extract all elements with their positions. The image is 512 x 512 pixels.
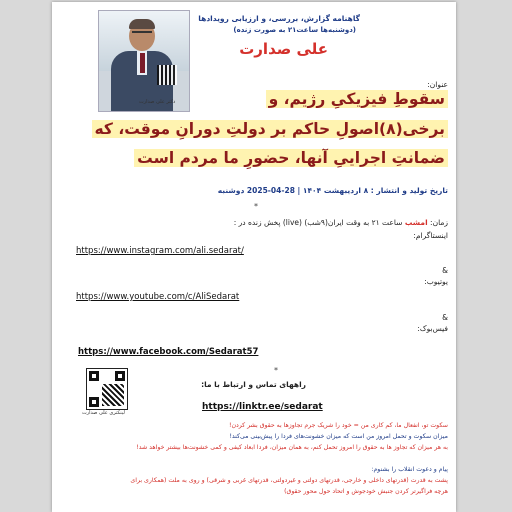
message-line-2: هرچه فراگیرتر کردن جنبش خودجوش و اتحاد حول محور حقوق) <box>284 488 448 495</box>
newsletter-name: گاهنامه گزارش، بررسی، و ارزیابی رویدادها <box>198 14 360 23</box>
broadcast-time: زمان: امشب ساعت ۲۱ به وقت ایران(۹شب) (live) پخش زنده در : <box>233 218 448 227</box>
facebook-label: فیس‌بوک: <box>417 324 448 333</box>
instagram-link[interactable]: https://www.instagram.com/ali.sedarat/ <box>76 246 244 256</box>
message-heading: پیام و دعوت انقلاب را بشنوم: <box>371 466 448 473</box>
qr-caption: لینکتری علی صدارت <box>82 410 125 416</box>
photo-qr-icon <box>157 65 177 85</box>
separator-star-icon: * <box>254 202 258 211</box>
youtube-label: یوتیوب: <box>424 277 448 286</box>
title-line-1: سقوطِ فیزیکیِ رژیم، و <box>266 90 448 108</box>
photo-caption: دکتر علی صدارت <box>139 99 176 105</box>
author-photo <box>98 10 190 112</box>
ampersand-2: & <box>442 313 448 322</box>
quote-line-2: میزان سکوت و تحمل امروز من است که میزان خشونت‌های فردا را پیش‌بینی می‌کند! <box>229 433 448 440</box>
linktree-link[interactable]: https://linktr.ee/sedarat <box>202 402 323 412</box>
facebook-link[interactable]: https://www.facebook.com/Sedarat57 <box>78 347 259 357</box>
quote-line-3: به هر میزان که تجاوز ها به حقوق را امروز تحمل کنم، به همان میزان، فردا ابعاد کیفی و کمی خشونت‌ها بیشتر خواهد شد! <box>136 444 448 451</box>
qr-code-icon[interactable] <box>86 368 128 410</box>
contact-star-icon: * <box>274 366 278 375</box>
publish-date: تاریخ تولید و انتشار : ۸ اردیبهشت ۱۴۰۴ | 28-04-2025 دوشنبه <box>217 186 448 195</box>
title-line-3: ضمانتِ اجراییِ آنها، حضورِ ما مردم است <box>134 149 448 167</box>
author-name: علی صدارت <box>239 40 328 58</box>
newsletter-schedule: (دوشنبه‌ها ساعت۲۱ به صورت زنده) <box>233 26 356 34</box>
title-label: عنوان: <box>427 80 448 89</box>
ampersand-1: & <box>442 266 448 275</box>
contact-label: راههای تماس و ارتباط با ما: <box>201 380 306 389</box>
document-page <box>52 2 456 512</box>
youtube-link[interactable]: https://www.youtube.com/c/AliSedarat <box>76 292 240 302</box>
instagram-label: اینستاگرام: <box>413 231 448 240</box>
title-line-2: برخی(۸)اصولِ حاکم بر دولتِ دورانِ موقت، که <box>92 120 448 138</box>
message-line-1: پشت به قدرت (قدرتهای داخلی و خارجی، قدرتهای دولتی و غیردولتی، قدرتهای غربی و شرقی) و روی به ملت (همکاری برای <box>130 477 448 484</box>
quote-line-1: سکوت تو، انفعال ما، کم کاری من = خود را شریک جرم تجاوزها به حقوق بشر کردن! <box>228 422 448 429</box>
